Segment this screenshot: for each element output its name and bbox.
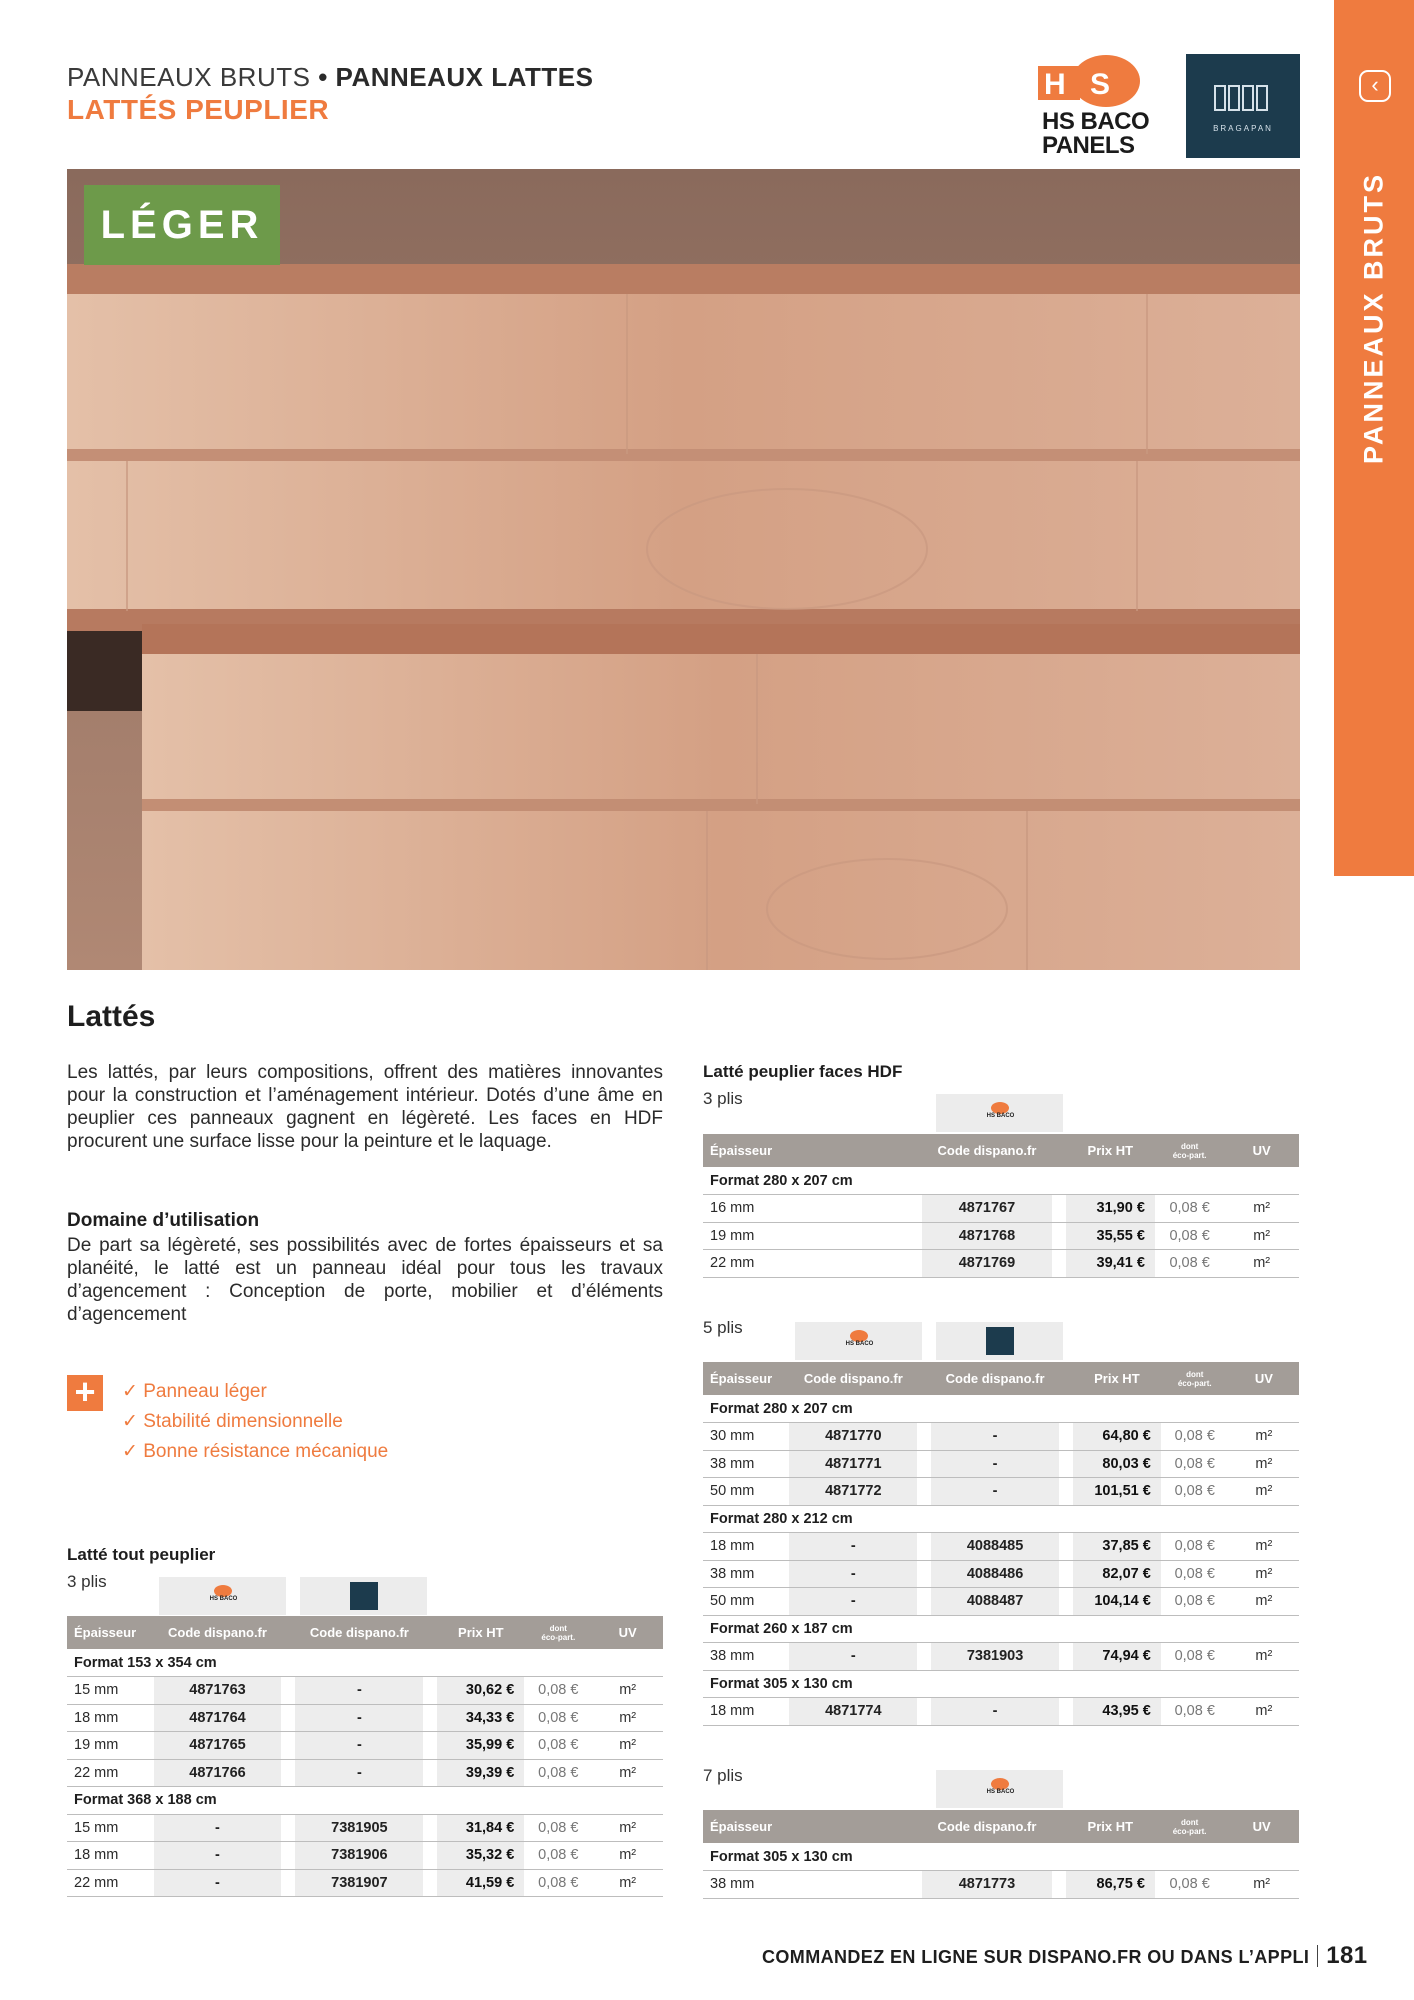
table-tout-peuplier <box>67 1616 663 1897</box>
price-cell: 30,62 € <box>437 1677 524 1705</box>
table-row <box>703 1871 1299 1899</box>
table-row <box>703 1533 1299 1561</box>
thickness-cell: 38 mm <box>703 1450 789 1478</box>
section-title: Lattés <box>67 1000 156 1033</box>
unit-cell: m² <box>592 1677 663 1705</box>
table-row <box>703 1195 1299 1223</box>
eco-part-cell: 0,08 € <box>524 1869 592 1897</box>
col-eco: dont éco-part. <box>1155 1810 1224 1843</box>
chevron-left-icon[interactable]: ‹ <box>1359 70 1391 102</box>
hs-baco-logo <box>1038 52 1156 162</box>
cell-gap <box>1059 1588 1073 1616</box>
code-hs-cell: 4871771 <box>789 1450 917 1478</box>
eco-part-cell: 0,08 € <box>1161 1450 1229 1478</box>
feature-item: ✓ Bonne résistance mécanique <box>122 1441 389 1462</box>
table-row <box>67 1732 663 1760</box>
thickness-cell: 18 mm <box>67 1842 154 1870</box>
price-cell: 101,51 € <box>1073 1478 1161 1506</box>
feature-item: ✓ Stabilité dimensionnelle <box>122 1411 343 1432</box>
thickness-cell: 22 mm <box>67 1869 154 1897</box>
unit-cell: m² <box>1224 1222 1299 1250</box>
unit-cell: m² <box>1229 1478 1299 1506</box>
eco-part-cell: 0,08 € <box>1155 1871 1224 1899</box>
code-bragapan-cell: - <box>295 1732 423 1760</box>
thickness-cell: 19 mm <box>67 1732 154 1760</box>
price-cell: 41,59 € <box>437 1869 524 1897</box>
code-bragapan-cell: - <box>295 1704 423 1732</box>
eco-part-cell: 0,08 € <box>1155 1250 1224 1278</box>
price-cell: 104,14 € <box>1073 1588 1161 1616</box>
bragapan-logo-mark-icon <box>1186 54 1300 114</box>
code-hs-cell: 4871772 <box>789 1478 917 1506</box>
format-label: Format 368 x 188 cm <box>67 1787 663 1815</box>
thickness-cell: 18 mm <box>703 1533 789 1561</box>
eco-part-cell: 0,08 € <box>1161 1643 1229 1671</box>
cell-gap <box>1059 1450 1073 1478</box>
eco-part-cell: 0,08 € <box>1161 1560 1229 1588</box>
table-row <box>703 1643 1299 1671</box>
price-cell: 37,85 € <box>1073 1533 1161 1561</box>
code-hs-cell: - <box>789 1533 917 1561</box>
col-code-bragapan: Code dispano.fr <box>931 1362 1059 1395</box>
code-hs-cell: - <box>789 1588 917 1616</box>
cell-gap <box>423 1732 437 1760</box>
hs-baco-mini-logo <box>795 1322 922 1360</box>
hs-baco-icon <box>985 1778 1015 1800</box>
cell-gap <box>281 1814 295 1842</box>
price-cell: 31,84 € <box>437 1814 524 1842</box>
table-hdf-7-plis <box>703 1810 1299 1899</box>
price-cell: 82,07 € <box>1073 1560 1161 1588</box>
bragapan-icon <box>986 1327 1014 1355</box>
cell-gap <box>917 1450 931 1478</box>
eco-part-cell: 0,08 € <box>1155 1195 1224 1223</box>
col-epaisseur: Épaisseur <box>703 1810 922 1843</box>
cell-gap <box>917 1588 931 1616</box>
thickness-cell: 15 mm <box>67 1814 154 1842</box>
unit-cell: m² <box>1224 1871 1299 1899</box>
usage-title: Domaine d’utilisation <box>67 1210 260 1231</box>
code-hs-cell: - <box>789 1560 917 1588</box>
table-row <box>703 1450 1299 1478</box>
feature-item: ✓ Panneau léger <box>122 1381 267 1402</box>
col-prix: Prix HT <box>1066 1134 1155 1167</box>
code-bragapan-cell: - <box>931 1478 1059 1506</box>
plywood-stack-image <box>67 169 1300 970</box>
hs-baco-mini-logo <box>159 1577 286 1615</box>
thickness-cell: 19 mm <box>703 1222 922 1250</box>
cell-gap <box>281 1732 295 1760</box>
cell-gap <box>423 1842 437 1870</box>
code-hs-cell: 4871769 <box>922 1250 1051 1278</box>
table-tout-title: Latté tout peuplier <box>67 1545 216 1564</box>
col-code-hs: Code dispano.fr <box>922 1134 1051 1167</box>
eco-part-cell: 0,08 € <box>1161 1423 1229 1451</box>
code-hs-cell: 4871766 <box>154 1759 282 1787</box>
code-hs-cell: 4871765 <box>154 1732 282 1760</box>
intro-paragraph: Les lattés, par leurs compositions, offrent des matières innovantes pour la construction et l’aménagement intérieur. Dotés d’une âme en peuplier ces panneaux gagnent en légèreté. Les faces en HDF procurent une surface lisse pour la peinture et le laquage. <box>67 1062 663 1152</box>
footer <box>762 1942 1368 1970</box>
price-cell: 34,33 € <box>437 1704 524 1732</box>
feature-list <box>122 1377 388 1467</box>
thickness-cell: 16 mm <box>703 1195 922 1223</box>
usage-text: De part sa légèreté, ses possibilités avec de fortes épaisseurs et sa planéité, le latté est un panneau idéal pour tous les travaux d’agencement : Conception de porte, mobilier et d’éléments d’agencement <box>67 1235 663 1325</box>
price-cell: 35,99 € <box>437 1732 524 1760</box>
code-hs-cell: 4871770 <box>789 1423 917 1451</box>
code-hs-cell: 4871768 <box>922 1222 1051 1250</box>
format-row <box>67 1787 663 1815</box>
cell-gap <box>917 1533 931 1561</box>
cell-gap <box>281 1677 295 1705</box>
light-badge: LÉGER <box>84 185 280 265</box>
price-cell: 64,80 € <box>1073 1423 1161 1451</box>
format-row <box>703 1843 1299 1871</box>
unit-cell: m² <box>592 1732 663 1760</box>
table-hdf-5-plis <box>703 1362 1299 1726</box>
table-row <box>703 1560 1299 1588</box>
code-bragapan-cell: - <box>295 1677 423 1705</box>
eco-part-cell: 0,08 € <box>1161 1698 1229 1726</box>
code-hs-cell: - <box>154 1814 282 1842</box>
thickness-cell: 38 mm <box>703 1643 789 1671</box>
col-prix: Prix HT <box>1073 1362 1161 1395</box>
hs-baco-icon <box>208 1585 238 1607</box>
hs-baco-mini-logo <box>936 1094 1063 1132</box>
side-tab <box>1334 0 1414 876</box>
cell-gap <box>917 1423 931 1451</box>
thickness-cell: 50 mm <box>703 1478 789 1506</box>
table-row <box>703 1222 1299 1250</box>
breadcrumb-subcategory: PANNEAUX LATTES <box>335 62 594 92</box>
table-hdf5-plis: 5 plis <box>703 1318 743 1337</box>
code-bragapan-cell: 7381906 <box>295 1842 423 1870</box>
col-code-hs: Code dispano.fr <box>789 1362 917 1395</box>
col-epaisseur: Épaisseur <box>703 1134 922 1167</box>
col-epaisseur: Épaisseur <box>703 1362 789 1395</box>
price-cell: 74,94 € <box>1073 1643 1161 1671</box>
thickness-cell: 18 mm <box>67 1704 154 1732</box>
cell-gap <box>917 1643 931 1671</box>
format-label: Format 305 x 130 cm <box>703 1843 1299 1871</box>
bragapan-logo <box>1186 54 1300 158</box>
unit-cell: m² <box>1224 1195 1299 1223</box>
cell-gap <box>281 1869 295 1897</box>
eco-part-cell: 0,08 € <box>524 1814 592 1842</box>
col-eco: dont éco-part. <box>524 1616 592 1649</box>
page-number: 181 <box>1326 1942 1368 1969</box>
cell-gap <box>281 1704 295 1732</box>
cell-gap <box>1052 1222 1066 1250</box>
col-code-hs: Code dispano.fr <box>154 1616 282 1649</box>
price-cell: 86,75 € <box>1066 1871 1155 1899</box>
thickness-cell: 38 mm <box>703 1871 922 1899</box>
format-label: Format 305 x 130 cm <box>703 1670 1299 1698</box>
cell-gap <box>423 1704 437 1732</box>
side-tab-label: PANNEAUX BRUTS <box>1358 171 1389 465</box>
code-bragapan-cell: - <box>295 1759 423 1787</box>
unit-cell: m² <box>1229 1533 1299 1561</box>
col-uv: UV <box>1224 1134 1299 1167</box>
table-row <box>67 1842 663 1870</box>
unit-cell: m² <box>592 1869 663 1897</box>
bragapan-logo-text: BRAGAPAN <box>1213 124 1273 133</box>
code-hs-cell: - <box>789 1643 917 1671</box>
cell-gap <box>423 1677 437 1705</box>
table-row <box>67 1814 663 1842</box>
hs-baco-mini-logo <box>936 1770 1063 1808</box>
cell-gap <box>1059 1423 1073 1451</box>
table-hdf-title: Latté peuplier faces HDF <box>703 1062 903 1081</box>
format-label: Format 280 x 207 cm <box>703 1395 1299 1423</box>
table-row <box>67 1869 663 1897</box>
eco-part-cell: 0,08 € <box>1161 1588 1229 1616</box>
unit-cell: m² <box>1229 1588 1299 1616</box>
footer-divider <box>1317 1945 1318 1967</box>
col-uv: UV <box>1224 1810 1299 1843</box>
cell-gap <box>1052 1250 1066 1278</box>
code-hs-cell: 4871767 <box>922 1195 1051 1223</box>
col-code-bragapan: Code dispano.fr <box>295 1616 423 1649</box>
code-hs-cell: 4871764 <box>154 1704 282 1732</box>
format-row <box>703 1395 1299 1423</box>
eco-part-cell: 0,08 € <box>1161 1533 1229 1561</box>
svg-text:H: H <box>1044 68 1066 101</box>
unit-cell: m² <box>1229 1423 1299 1451</box>
code-hs-cell: 4871763 <box>154 1677 282 1705</box>
hs-baco-icon <box>985 1102 1015 1124</box>
cell-gap <box>917 1478 931 1506</box>
code-bragapan-cell: - <box>931 1450 1059 1478</box>
table-row <box>703 1588 1299 1616</box>
eco-part-cell: 0,08 € <box>524 1759 592 1787</box>
code-bragapan-cell: - <box>931 1698 1059 1726</box>
unit-cell: m² <box>1229 1643 1299 1671</box>
unit-cell: m² <box>592 1704 663 1732</box>
code-bragapan-cell: 7381907 <box>295 1869 423 1897</box>
thickness-cell: 18 mm <box>703 1698 789 1726</box>
col-uv: UV <box>1229 1362 1299 1395</box>
cell-gap <box>1052 1195 1066 1223</box>
table-hdf7-plis: 7 plis <box>703 1766 743 1785</box>
format-row <box>67 1649 663 1677</box>
unit-cell: m² <box>1224 1250 1299 1278</box>
price-cell: 39,39 € <box>437 1759 524 1787</box>
cell-gap <box>1059 1478 1073 1506</box>
product-photo <box>67 169 1300 970</box>
thickness-cell: 22 mm <box>67 1759 154 1787</box>
hs-baco-icon <box>844 1330 874 1352</box>
format-row <box>703 1615 1299 1643</box>
cell-gap <box>1052 1871 1066 1899</box>
code-hs-cell: 4871773 <box>922 1871 1051 1899</box>
eco-part-cell: 0,08 € <box>524 1704 592 1732</box>
col-uv: UV <box>592 1616 663 1649</box>
plus-icon: + <box>67 1375 103 1411</box>
table-row <box>67 1759 663 1787</box>
col-epaisseur: Épaisseur <box>67 1616 154 1649</box>
page-title: LATTÉS PEUPLIER <box>67 94 330 125</box>
thickness-cell: 15 mm <box>67 1677 154 1705</box>
thickness-cell: 22 mm <box>703 1250 922 1278</box>
thickness-cell: 50 mm <box>703 1588 789 1616</box>
col-prix: Prix HT <box>437 1616 524 1649</box>
cell-gap <box>1059 1533 1073 1561</box>
unit-cell: m² <box>1229 1450 1299 1478</box>
table-row <box>67 1677 663 1705</box>
bragapan-icon <box>350 1582 378 1610</box>
table-row <box>703 1698 1299 1726</box>
thickness-cell: 30 mm <box>703 1423 789 1451</box>
code-bragapan-cell: 4088485 <box>931 1533 1059 1561</box>
cell-gap <box>281 1842 295 1870</box>
col-code-hs: Code dispano.fr <box>922 1810 1051 1843</box>
cell-gap <box>423 1869 437 1897</box>
unit-cell: m² <box>592 1759 663 1787</box>
price-cell: 43,95 € <box>1073 1698 1161 1726</box>
format-label: Format 280 x 212 cm <box>703 1505 1299 1533</box>
price-cell: 31,90 € <box>1066 1195 1155 1223</box>
table-row <box>67 1704 663 1732</box>
bragapan-mini-logo <box>936 1322 1063 1360</box>
thickness-cell: 38 mm <box>703 1560 789 1588</box>
format-row <box>703 1505 1299 1533</box>
table-row <box>703 1250 1299 1278</box>
unit-cell: m² <box>592 1814 663 1842</box>
code-bragapan-cell: 7381905 <box>295 1814 423 1842</box>
format-label: Format 153 x 354 cm <box>67 1649 663 1677</box>
eco-part-cell: 0,08 € <box>524 1732 592 1760</box>
unit-cell: m² <box>592 1842 663 1870</box>
table-hdf-3-plis <box>703 1134 1299 1278</box>
svg-text:S: S <box>1090 68 1111 101</box>
bragapan-mini-logo <box>300 1577 427 1615</box>
table-tout-plis: 3 plis <box>67 1572 107 1591</box>
format-row <box>703 1167 1299 1195</box>
unit-cell: m² <box>1229 1560 1299 1588</box>
footer-text: COMMANDEZ EN LIGNE SUR DISPANO.FR OU DANS L’APPLI <box>762 1947 1310 1967</box>
cell-gap <box>281 1759 295 1787</box>
cell-gap <box>917 1698 931 1726</box>
hs-baco-logo-text: HS BACO PANELS <box>1042 108 1150 159</box>
breadcrumb-bullet: • <box>318 62 328 92</box>
unit-cell: m² <box>1229 1698 1299 1726</box>
cell-gap <box>1059 1560 1073 1588</box>
code-bragapan-cell: 7381903 <box>931 1643 1059 1671</box>
eco-part-cell: 0,08 € <box>1155 1222 1224 1250</box>
price-cell: 35,32 € <box>437 1842 524 1870</box>
code-bragapan-cell: 4088486 <box>931 1560 1059 1588</box>
format-row <box>703 1670 1299 1698</box>
price-cell: 39,41 € <box>1066 1250 1155 1278</box>
cell-gap <box>1059 1643 1073 1671</box>
cell-gap <box>917 1560 931 1588</box>
cell-gap <box>423 1759 437 1787</box>
cell-gap <box>1059 1698 1073 1726</box>
code-bragapan-cell: 4088487 <box>931 1588 1059 1616</box>
eco-part-cell: 0,08 € <box>524 1842 592 1870</box>
col-eco: dont éco-part. <box>1155 1134 1224 1167</box>
code-hs-cell: 4871774 <box>789 1698 917 1726</box>
price-cell: 80,03 € <box>1073 1450 1161 1478</box>
breadcrumb-category: PANNEAUX BRUTS <box>67 62 311 92</box>
table-hdf3-plis: 3 plis <box>703 1089 743 1108</box>
format-label: Format 280 x 207 cm <box>703 1167 1299 1195</box>
format-label: Format 260 x 187 cm <box>703 1615 1299 1643</box>
code-hs-cell: - <box>154 1842 282 1870</box>
price-cell: 35,55 € <box>1066 1222 1155 1250</box>
col-eco: dont éco-part. <box>1161 1362 1229 1395</box>
hs-baco-logo-mark-icon <box>1038 52 1156 112</box>
cell-gap <box>423 1814 437 1842</box>
breadcrumb <box>67 62 593 93</box>
table-row <box>703 1478 1299 1506</box>
col-prix: Prix HT <box>1066 1810 1155 1843</box>
eco-part-cell: 0,08 € <box>1161 1478 1229 1506</box>
code-hs-cell: - <box>154 1869 282 1897</box>
code-bragapan-cell: - <box>931 1423 1059 1451</box>
eco-part-cell: 0,08 € <box>524 1677 592 1705</box>
table-row <box>703 1423 1299 1451</box>
